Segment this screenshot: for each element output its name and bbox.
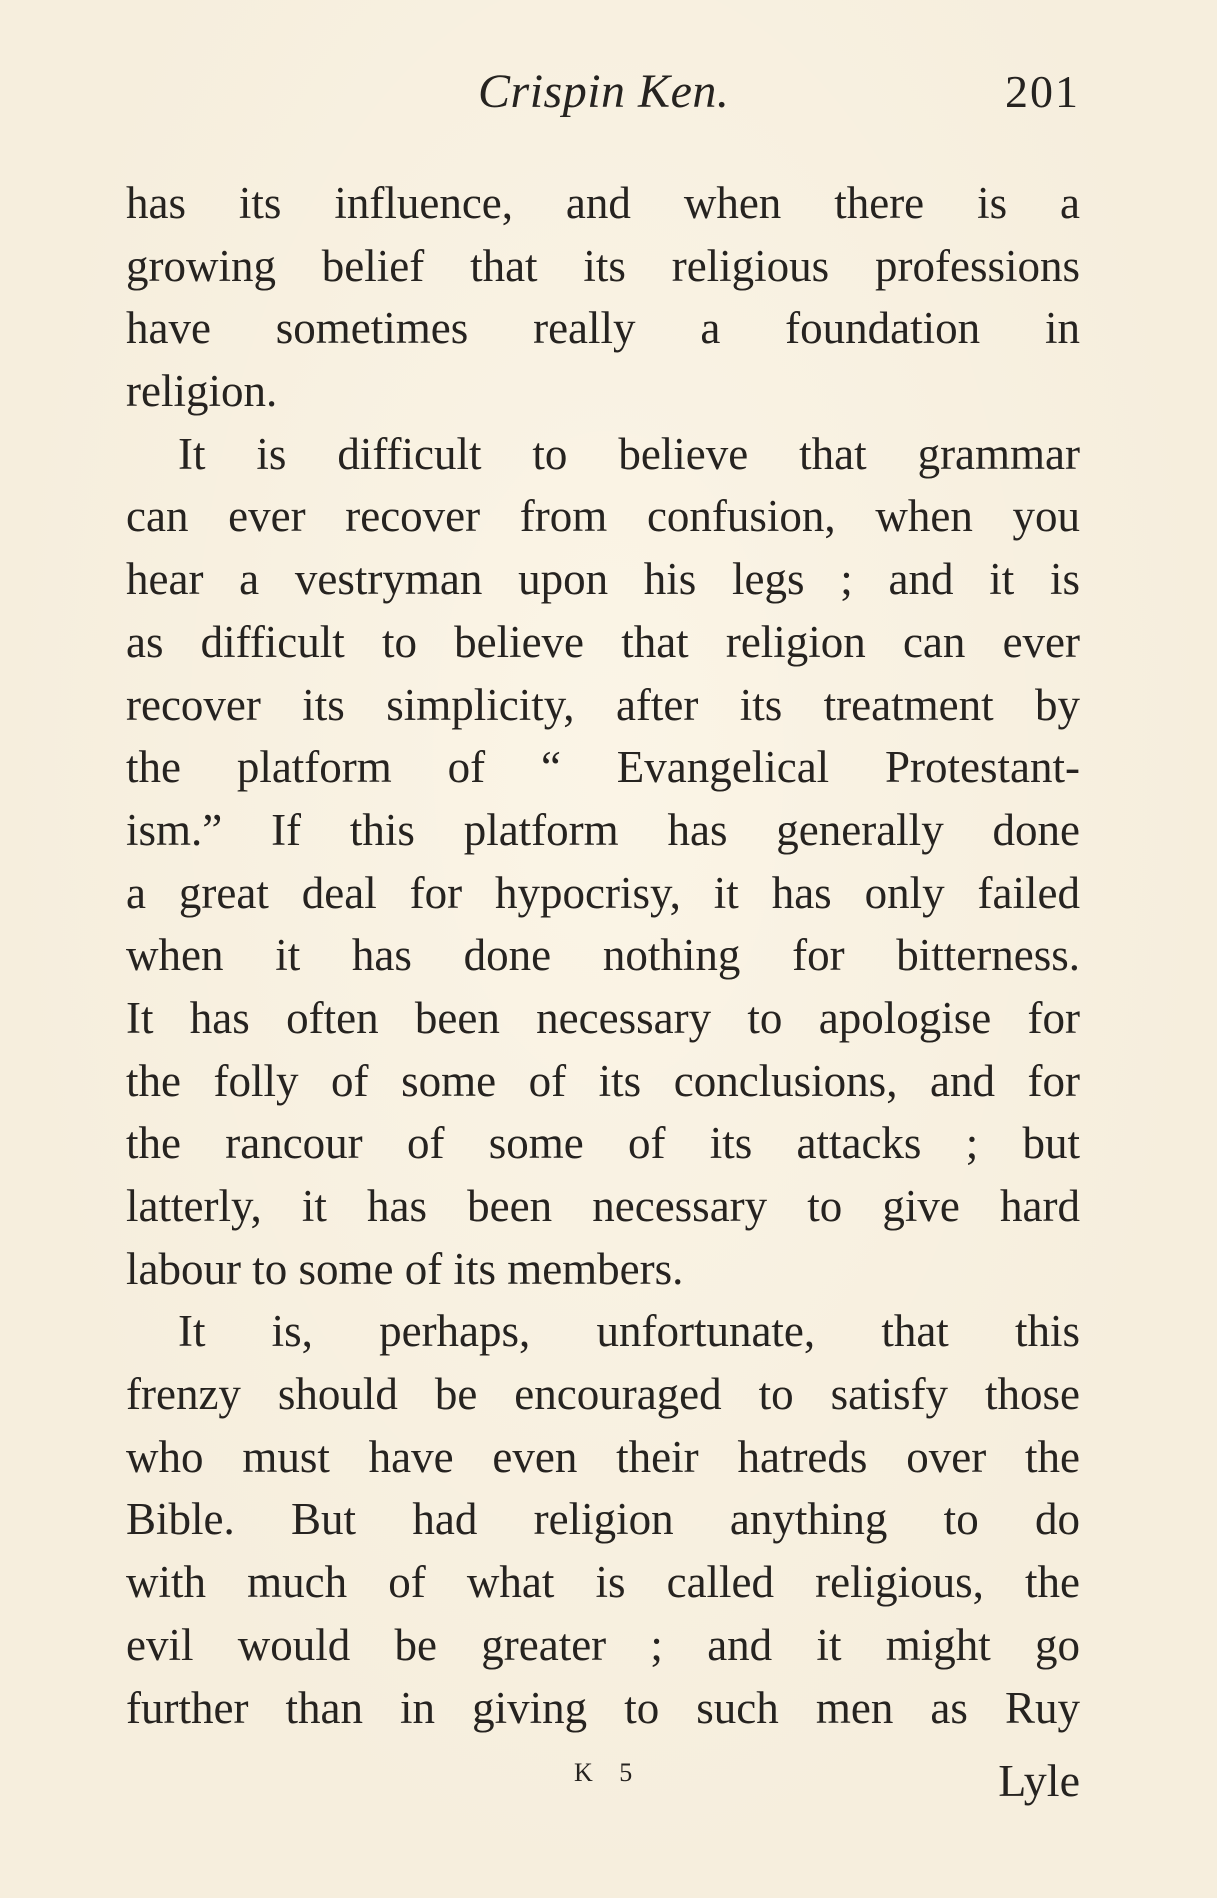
text-line: recover its simplicity, after its treatment by [126, 679, 1080, 730]
text-line: religion. [126, 366, 278, 417]
signature-mark: K 5 [574, 1758, 643, 1787]
text-line: who must have even their hatreds over the [126, 1431, 1080, 1482]
catchword: Lyle [998, 1755, 1080, 1806]
text-line: the folly of some of its conclusions, and for [126, 1055, 1080, 1106]
body-text [126, 172, 1080, 1739]
text-line: further than in giving to such men as Ruy [126, 1682, 1080, 1733]
text-line: a great deal for hypocrisy, it has only failed [126, 867, 1080, 918]
text-line: with much of what is called religious, the [126, 1557, 1080, 1608]
text-line: has its influence, and when there is a [126, 178, 1080, 228]
text-line: ism.” If this platform has generally done [126, 804, 1080, 855]
text-line: when it has done nothing for bitterness. [126, 930, 1080, 981]
text-line: frenzy should be encouraged to satisfy those [126, 1369, 1080, 1420]
text-line: labour to some of its members. [126, 1243, 684, 1294]
page-number: 201 [1005, 66, 1080, 117]
text-line: Bible. But had religion anything to do [126, 1494, 1080, 1545]
text-line: latterly, it has been necessary to give hard [126, 1181, 1080, 1231]
text-line-paragraph-start: It is, perhaps, unfortunate, that this [178, 1306, 1080, 1357]
text-line: evil would be greater ; and it might go [126, 1619, 1080, 1670]
text-line: as difficult to believe that religion can ever [126, 616, 1080, 667]
page-footer [126, 1750, 1080, 1820]
text-line: the rancour of some of its attacks ; but [126, 1118, 1080, 1169]
text-line-paragraph-start: It is difficult to believe that grammar [178, 428, 1080, 479]
text-line: can ever recover from confusion, when you [126, 491, 1080, 542]
text-line: have sometimes really a foundation in [126, 303, 1080, 354]
text-line: growing belief that its religious professions [126, 240, 1080, 291]
text-line: It has often been necessary to apologise for [126, 992, 1080, 1043]
running-title: Crispin Ken. [478, 65, 730, 118]
text-line: hear a vestryman upon his legs ; and it is [126, 554, 1080, 605]
text-line: the platform of “ Evangelical Protestant- [126, 742, 1080, 793]
page-header [126, 62, 1080, 122]
